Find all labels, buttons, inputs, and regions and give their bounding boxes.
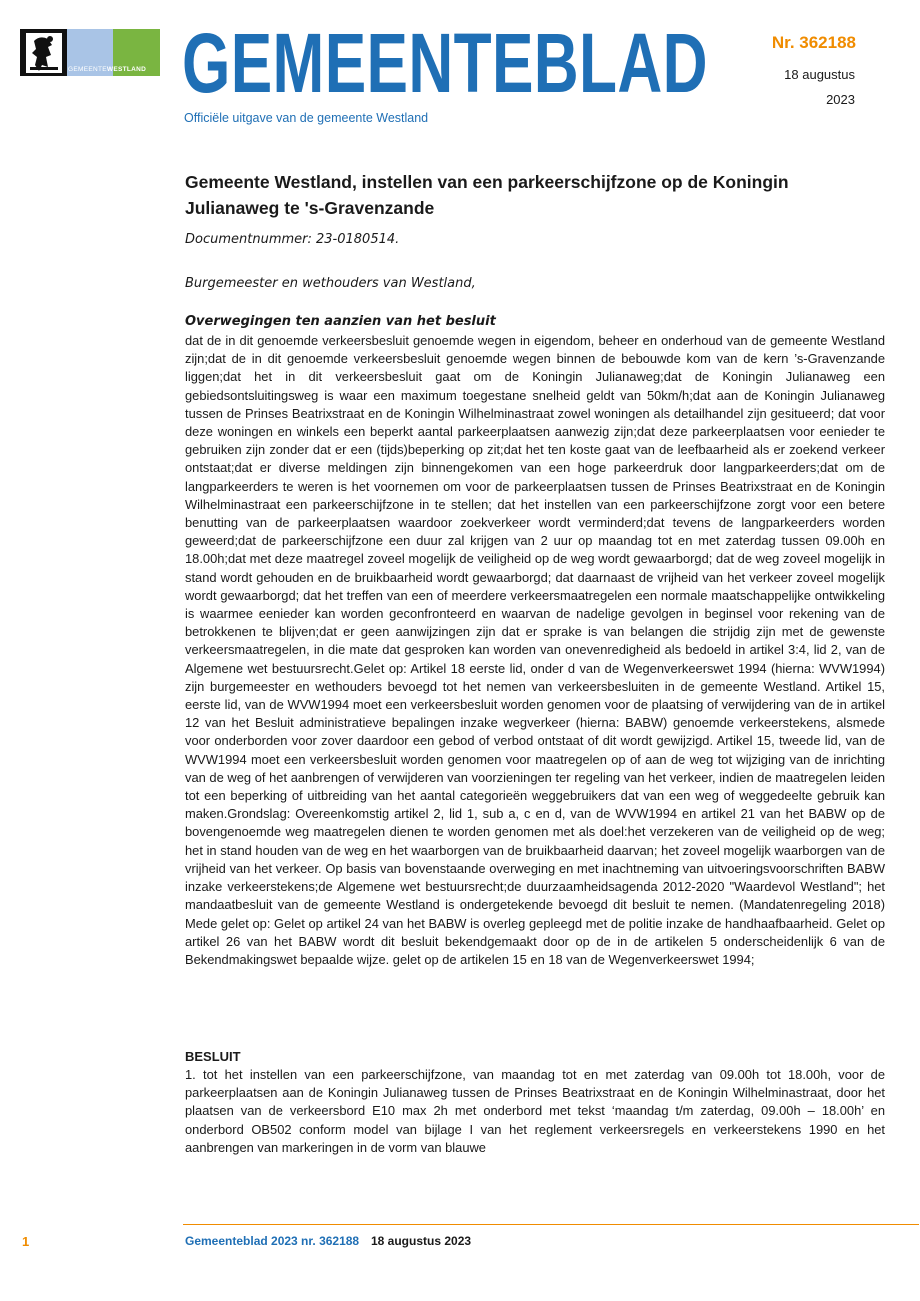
logo-wordmark: GEMEENTEWESTLAND	[68, 66, 147, 73]
decision-text: 1. tot het instellen van een parkeerschijfzone, van maandag tot en met zaterdag van 09.00h tot 18.00h, voor de parkeerplaatsen aan de Koningin Julianaweg tussen de Prinses Beatrixstraat en de Koningin Wilhelminastraat, door het plaatsen van de verkeersbord E10 max 2h met onderbord met tekst ‘maandag t/m zaterdag, 09.00h – 18.00h’ en onderbord OB502 conform model van bijlage I van het reglement verkeersregels en verkeerstekens 1990 en het aanbrengen van markeringen in de vorm van blauwe	[185, 1067, 885, 1155]
issue-date	[784, 62, 855, 112]
footer-divider	[183, 1224, 919, 1225]
document-title: Gemeente Westland, instellen van een parkeerschijfzone op de Koningin Julianaweg te 's-Gravenzande	[185, 172, 789, 218]
document-number: Documentnummer: 23-0180514.	[185, 232, 400, 247]
issue-day-month: 18 augustus	[784, 67, 855, 82]
decision-heading: BESLUIT	[185, 1049, 241, 1064]
addressee: Burgemeester en wethouders van Westland,	[185, 276, 476, 291]
issue-number: Nr. 362188	[771, 33, 856, 52]
masthead-title: GEMEENTEBLAD	[182, 16, 708, 110]
masthead-subtitle: Officiële uitgave van de gemeente Westland	[184, 111, 429, 125]
municipality-logo	[20, 29, 160, 76]
issue-year: 2023	[826, 92, 855, 107]
page-number: 1	[22, 1234, 30, 1249]
footer-date: 18 augustus 2023	[371, 1234, 472, 1248]
footer-publication: Gemeenteblad 2023 nr. 362188	[185, 1234, 360, 1248]
considerations-text: dat de in dit genoemde verkeersbesluit genoemde wegen in eigendom, beheer en onderhoud van de gemeente Westland zijn;dat de in dit genoemde verkeersbesluit genoemde wegen binnen de bebouwde kom van de kern ’s-Gravenzande liggen;dat het in dit verkeersbesluit gaat om de Koningin Julianaweg;dat de Koningin Julianaweg een gebiedsontsluitingsweg is waar een maximum toegestane snelheid geldt van 50km/h;dat aan de Koningin Julianaweg tussen de Prinses Beatrixstraat en de Koningin Wilhelminastraat zowel woningen als detailhandel zijn gesitueerd; dat voor deze woningen en winkels een beperkt aantal parkeerplaatsen aanwezig zijn;dat deze parkeerplaatsen voor eenieder te gebruiken zijn zonder dat er een (tijds)beperking op zit;dat het ten koste gaat van de leefbaarheid als er zoekend verkeer ontstaat;dat er diverse meldingen zijn binnengekomen van een hoge parkeerdruk door langparkeerders;dat om de langparkeerders te weren is het voornemen om voor de parkeerplaatsen tussen de Prinses Beatrixstraat en de Koningin Wilhelminastraat een parkeerschijfzone in te stellen; dat het instellen van een parkeerschijfzone zorgt voor een betere benutting van de parkeerplaatsen waardoor zoekverkeer wordt verminderd;dat tevens de langparkeerders worden geweerd;dat de parkeerschijfzone een duur zal krijgen van 2 uur op maandag tot en met zaterdag tussen 09.00h en 18.00h;dat met deze maatregel zoveel mogelijk de veiligheid op de weg wordt gewaarborgd; dat de weg zoveel mogelijk in stand wordt gehouden en de bruikbaarheid wordt gewaarborgd; dat daarnaast de vrijheid van het verkeer zoveel mogelijk wordt gewaarborgd; dat het treffen van een of meerdere verkeersmaatregelen een normale maatschappelijke ontwikkeling is waarmee eenieder kan worden geconfronteerd en waarvan de nadelige gevolgen in beginsel voor rekening van de betrokkenen te blijven;dat er geen aanwijzingen zijn dat er sprake is van belangen die strijdig zijn met de gewenste verkeersmaatregelen, in die mate dat gesproken kan worden van onevenredigheid als bedoeld in artikel 3:4, lid 2, van de Algemene wet bestuursrecht.Gelet op: Artikel 18 eerste lid, onder d van de Wegenverkeerswet 1994 (hierna: WVW1994) zijn burgemeester en wethouders bevoegd tot het nemen van verkeersbesluiten in de gemeente Westland. Artikel 15, eerste lid, van de WVW1994 moet een verkeersbesluit worden genomen voor de plaatsing of verwijdering van de in artikel 12 van het Besluit administratieve bepalingen inzake wegverkeer (hierna: BABW) genoemde verkeerstekens, alsmede voor onderborden voor zover daardoor een gebod of verbod ontstaat of dit wordt gewijzigd. Artikel 15, tweede lid, van de WVW1994 moet een verkeersbesluit worden genomen voor maatregelen op of aan de weg tot wijziging van de inrichting van de weg of het aanbrengen of verwijderen van voorzieningen ter regeling van het verkeer, indien de maatregelen leiden tot een beperking of uitbreiding van het aantal categorieën weggebruikers dat van een weg of weggedeelte gebruik kan maken.Grondslag: Overeenkomstig artikel 2, lid 1, sub a, c en d, van de WVW1994 en artikel 21 van het BABW op de bovengenoemde weg maatregelen dienen te worden genomen met als doel:het verzekeren van de veiligheid op de weg; het in stand houden van de weg en het waarborgen van de bruikbaarheid daarvan; het zoveel mogelijk waarborgen van de vrijheid van het verkeer. Op basis van bovenstaande overweging en met inachtneming van uitvoeringsvoorschriften BABW inzake verkeerstekens;de Algemene wet bestuursrecht;de duurzaamheidsagenda 2012-2020 "Waardevol Westland"; het mandaatbesluit van de gemeente Westland is ondergetekende bevoegd dit besluit te nemen. (Mandatenregeling 2018) Mede gelet op: Gelet op artikel 24 van het BABW is overleg gepleegd met de politie inzake de handhaafbaarheid. Gelet op artikel 26 van het BABW wordt dit besluit bekendgemaakt door op de in de artikelen 5 onderscheidenlijk 6 van de Bekendmakingswet bepaalde wijze. gelet op de artikelen 15 en 18 van de Wegenverkeerswet 1994;	[185, 333, 885, 967]
considerations-heading: Overwegingen ten aanzien van het besluit	[185, 314, 496, 329]
